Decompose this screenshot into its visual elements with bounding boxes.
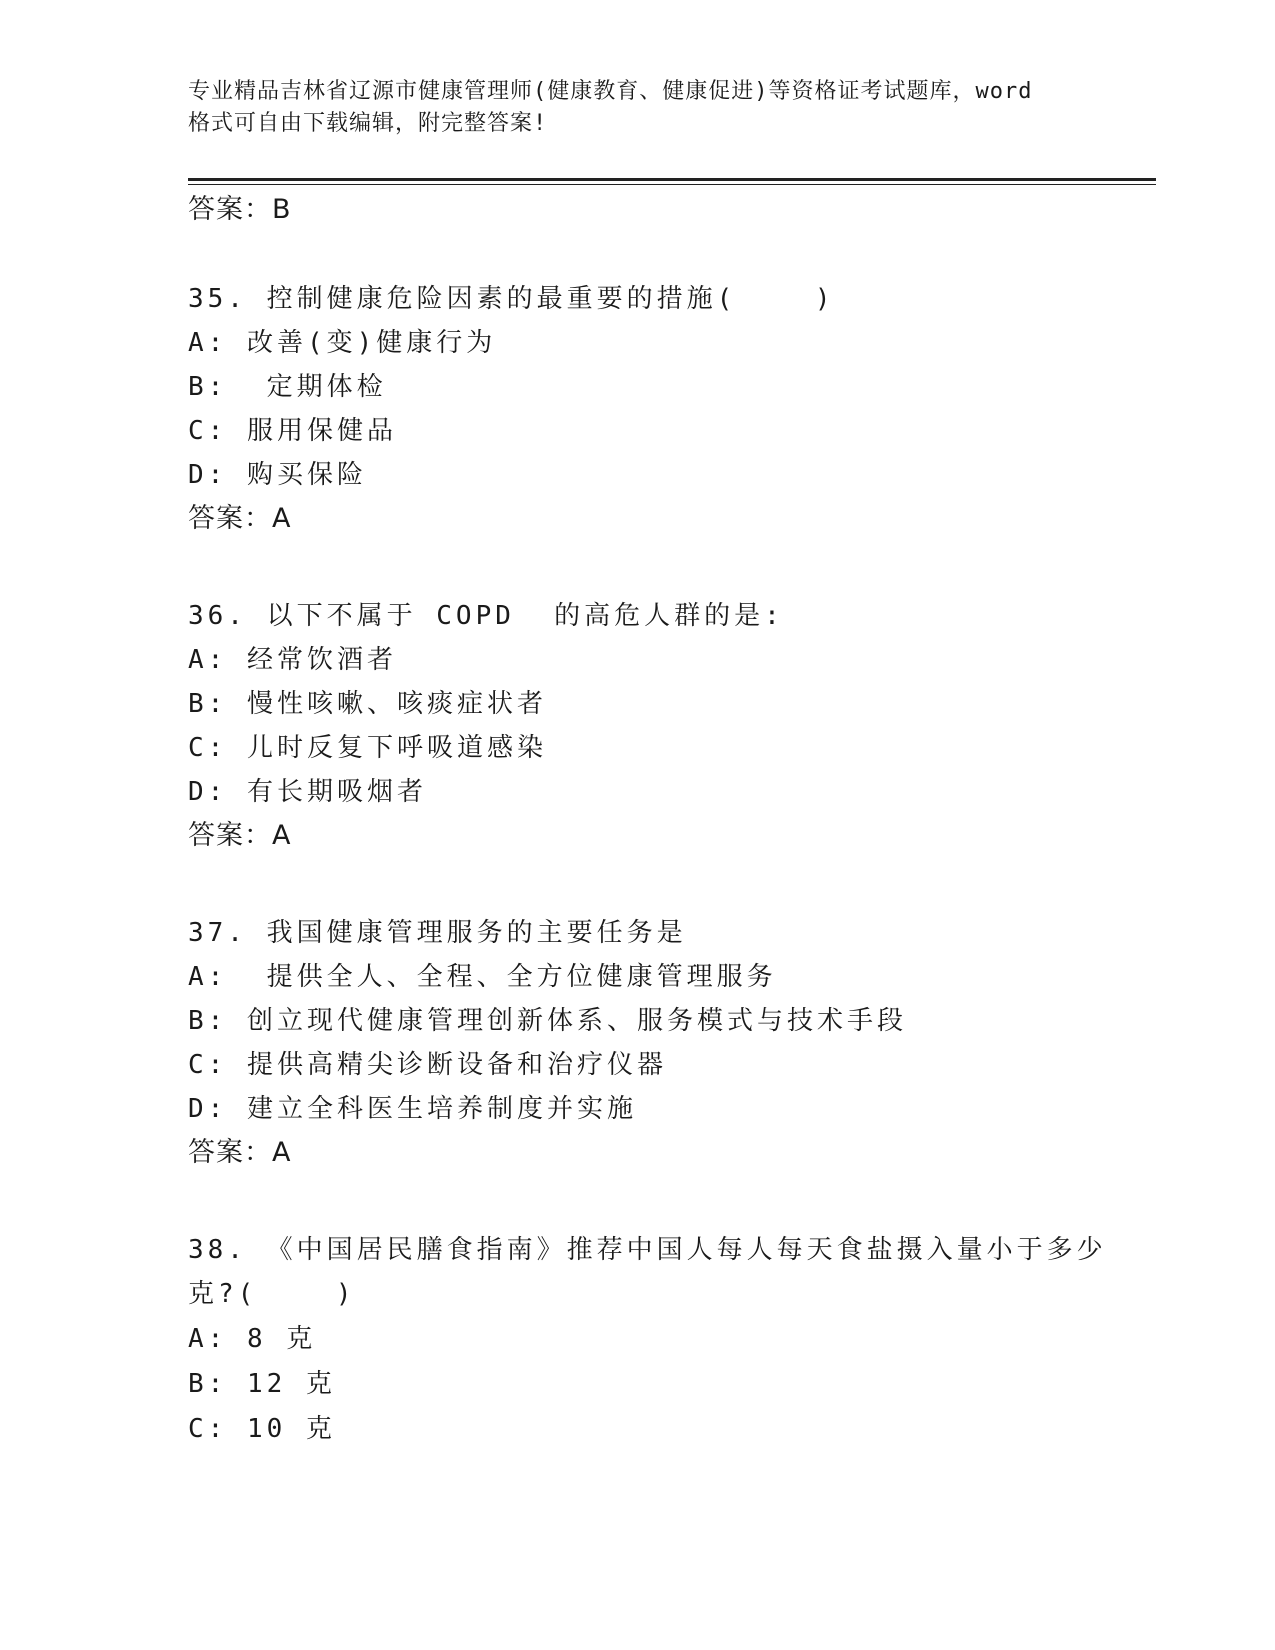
q36-option-b: B: 慢性咳嗽、咳痰症状者 (188, 689, 547, 719)
q38-option-a: A: 8 克 (188, 1324, 317, 1354)
question-38-line-1: 38. 《中国居民膳食指南》推荐中国人每人每天食盐摄入量小于多少 (188, 1235, 1107, 1265)
q38-option-b: B: 12 克 (188, 1369, 336, 1399)
q38-option-c: C: 10 克 (188, 1414, 336, 1444)
q37-option-c: C: 提供高精尖诊断设备和治疗仪器 (188, 1050, 667, 1080)
q35-option-d: D: 购买保险 (188, 460, 367, 490)
question-38-line-2: 克?( ) (188, 1279, 356, 1309)
q35-option-c: C: 服用保健品 (188, 416, 397, 446)
q35-option-a: A: 改善(变)健康行为 (188, 328, 497, 358)
document-header (188, 76, 1088, 140)
header-divider-thick (188, 178, 1156, 181)
header-divider-thin (188, 184, 1156, 185)
q37-option-b: B: 创立现代健康管理创新体系、服务模式与技术手段 (188, 1006, 907, 1036)
q36-option-d: D: 有长期吸烟者 (188, 777, 427, 807)
q36-option-a: A: 经常饮酒者 (188, 645, 397, 675)
q35-option-b: B: 定期体检 (188, 372, 387, 402)
header-line-2: 格式可自由下载编辑，附完整答案! (188, 111, 548, 136)
q35-answer: 答案：A (188, 503, 292, 534)
question-36: 36. 以下不属于 COPD 的高危人群的是: (188, 601, 784, 631)
question-37: 37. 我国健康管理服务的主要任务是 (188, 918, 687, 948)
q37-option-d: D: 建立全科医生培养制度并实施 (188, 1094, 637, 1124)
header-line-1: 专业精品吉林省辽源市健康管理师(健康教育、健康促进)等资格证考试题库，word (188, 79, 1033, 104)
q36-option-c: C: 儿时反复下呼吸道感染 (188, 733, 547, 763)
q37-answer: 答案：A (188, 1137, 292, 1168)
q36-answer: 答案：A (188, 820, 292, 851)
previous-answer: 答案：B (188, 194, 292, 225)
q37-option-a: A: 提供全人、全程、全方位健康管理服务 (188, 962, 777, 992)
question-35: 35. 控制健康危险因素的最重要的措施( ) (188, 284, 835, 314)
